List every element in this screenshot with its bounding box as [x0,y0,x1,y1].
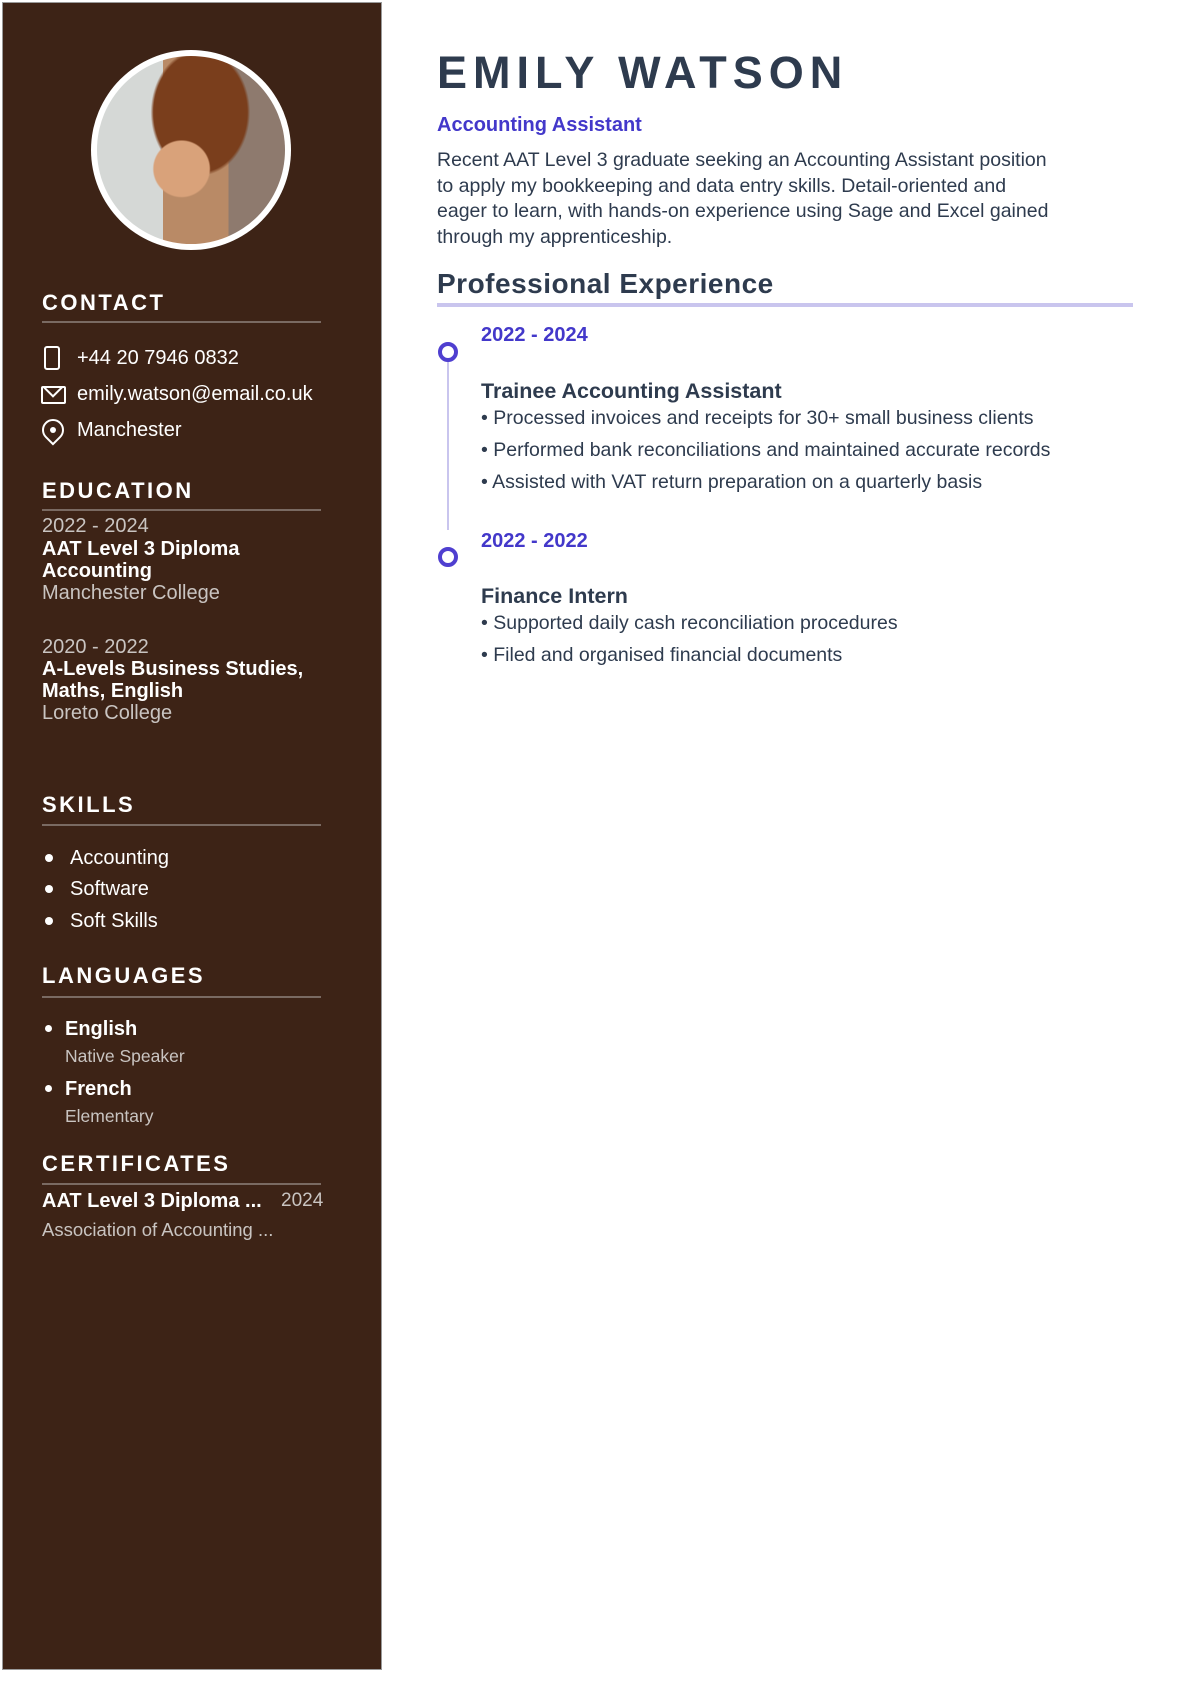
edu-dates: 2020 - 2022 [42,636,149,658]
job-dates: 2022 - 2024 [481,324,588,346]
location-text: Manchester [77,419,182,441]
divider [42,996,321,998]
skill-item: Accounting [70,847,169,869]
timeline-line [447,352,449,530]
timeline-dot-icon [438,547,458,567]
candidate-name: EMILY WATSON [437,47,849,98]
bullet-icon [45,1025,52,1032]
job-bullet: Supported daily cash reconciliation procedures [493,612,898,634]
timeline-dot-icon [438,342,458,362]
job-bullet: Performed bank reconciliations and maintained accurate records [493,439,1051,461]
edu-dates: 2022 - 2024 [42,515,149,537]
skill-item: Software [70,878,149,900]
skills-heading: SKILLS [42,792,136,817]
summary-line: to apply my bookkeeping and data entry skills. Detail-oriented and [437,174,1007,197]
summary [437,148,1137,250]
bullet-icon [45,917,53,925]
edu-title: AAT Level 3 Diploma [42,538,240,560]
divider [42,321,321,323]
summary-line: Recent AAT Level 3 graduate seeking an Accounting Assistant position [437,149,1047,171]
phone-icon [44,346,60,370]
divider [437,303,1133,307]
job-bullet: Assisted with VAT return preparation on a quarterly basis [492,471,983,493]
divider [42,1183,321,1185]
job-role: Finance Intern [481,584,628,608]
edu-title: A-Levels Business Studies, [42,658,304,680]
edu-title: Maths, English [42,680,184,702]
divider [42,824,321,826]
certificates-heading: CERTIFICATES [42,1151,231,1176]
skill-item: Soft Skills [70,910,158,932]
edu-school: Loreto College [42,702,173,724]
experience-heading: Professional Experience [437,268,774,299]
language-level: Native Speaker [65,1046,185,1066]
languages-heading: LANGUAGES [42,963,206,988]
edu-title: Accounting [42,560,152,582]
job-role: Trainee Accounting Assistant [481,379,782,403]
sidebar [2,2,382,1670]
job-dates: 2022 - 2022 [481,530,588,552]
divider [42,509,321,511]
bullet-icon [45,1085,52,1092]
job-bullet: Filed and organised financial documents [493,644,843,666]
certificate-title: AAT Level 3 Diploma ... [42,1190,262,1212]
job-bullet: Processed invoices and receipts for 30+ small business clients [493,407,1034,429]
phone-text: +44 20 7946 0832 [77,347,239,369]
bullet-icon [45,885,53,893]
language-level: Elementary [65,1106,154,1126]
email-icon [41,386,66,404]
contact-heading: CONTACT [42,290,166,315]
summary-line: eager to learn, with hands-on experience using Sage and Excel gained [437,200,1049,222]
certificate-issuer: Association of Accounting ... [42,1219,274,1240]
summary-line: through my apprenticeship. [437,225,673,248]
job-title: Accounting Assistant [437,114,642,136]
education-heading: EDUCATION [42,478,194,503]
language-name: English [65,1018,138,1040]
language-name: French [65,1078,132,1100]
edu-school: Manchester College [42,582,220,604]
profile-photo [91,50,291,250]
email-text: emily.watson@email.co.uk [77,383,313,405]
bullet-icon [45,854,53,862]
certificate-year: 2024 [281,1190,324,1211]
